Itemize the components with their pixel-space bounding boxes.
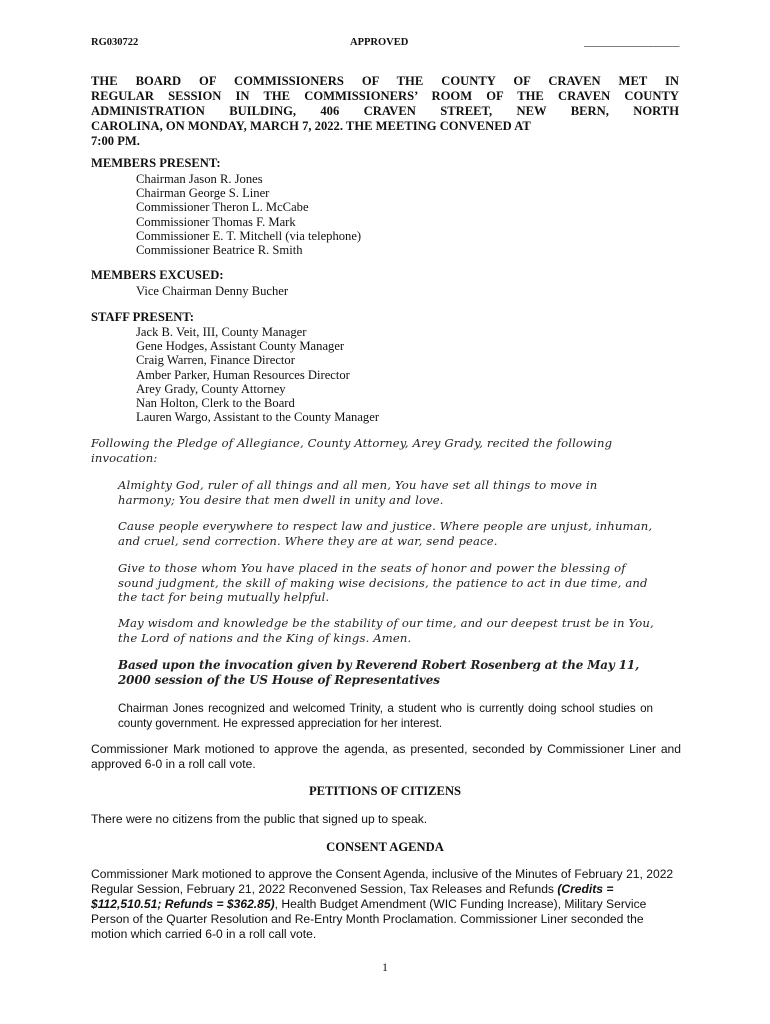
list-item: Amber Parker, Human Resources Director <box>136 367 350 382</box>
members-present-list <box>136 172 361 257</box>
consent-text-after: , Health Budget Amendment (WIC Funding Increase), Military Service Person of the Quarter Resolution and Re-Entry Month Proclamation. Commissioner Liner seconded the motion which carried 6-0 in a roll call vote. <box>91 897 647 941</box>
approval-status: APPROVED <box>350 37 409 48</box>
staff-present-list <box>136 325 379 424</box>
agenda-motion-paragraph: Commissioner Mark motioned to approve the agenda, as presented, seconded by Commissioner Liner and approved 6-0 in a roll call vote. <box>91 742 681 771</box>
document-id: RG030722 <box>91 37 139 48</box>
list-item: Commissioner Theron L. McCabe <box>136 200 309 215</box>
meeting-title <box>91 74 679 149</box>
invocation-paragraph: May wisdom and knowledge be the stability of our time, and our deepest trust be in You, the Lord of nations and the King of kings. Amen. <box>118 616 654 645</box>
title-line: CAROLINA, ON MONDAY, MARCH 7, 2022. THE MEETING CONVENED AT <box>91 119 531 133</box>
list-item: Commissioner Thomas F. Mark <box>136 214 296 229</box>
petitions-heading: PETITIONS OF CITIZENS <box>308 784 462 798</box>
invocation-intro: Following the Pledge of Allegiance, County Attorney, Arey Grady, recited the following invocation: <box>91 436 613 465</box>
list-item: Lauren Wargo, Assistant to the County Manager <box>136 410 380 425</box>
consent-agenda-paragraph <box>91 867 676 942</box>
consent-agenda-heading: CONSENT AGENDA <box>326 840 444 854</box>
title-line: REGULAR SESSION IN THE COMMISSIONERS’ ROOM OF THE CRAVEN COUNTY <box>91 89 679 103</box>
title-line: 7:00 PM. <box>91 134 140 148</box>
consent-text-before: Commissioner Mark motioned to approve the Consent Agenda, inclusive of the Minutes of February 21, 2022 Regular Session, February 21, 2022 Reconvened Session, Tax Releases and Refunds <box>91 867 674 896</box>
title-line: ADMINISTRATION BUILDING, 406 CRAVEN STREET, NEW BERN, NORTH <box>91 104 679 118</box>
list-item: Commissioner E. T. Mitchell (via telephone) <box>136 228 362 243</box>
list-item: Nan Holton, Clerk to the Board <box>136 396 295 411</box>
title-line: THE BOARD OF COMMISSIONERS OF THE COUNTY OF CRAVEN MET IN <box>91 74 679 88</box>
document-header <box>91 37 679 53</box>
staff-present-heading: STAFF PRESENT: <box>91 310 194 324</box>
invocation-source: Based upon the invocation given by Reverend Robert Rosenberg at the May 11, 2000 session of the US House of Representatives <box>118 658 640 687</box>
list-item: Arey Grady, County Attorney <box>136 381 286 396</box>
invocation-paragraph: Cause people everywhere to respect law and justice. Where people are unjust, inhuman, and cruel, send correction. Where they are at war, send peace. <box>118 519 653 548</box>
list-item: Vice Chairman Denny Bucher <box>136 284 289 298</box>
petitions-text: There were no citizens from the public that signed up to speak. <box>91 812 428 826</box>
recognition-paragraph: Chairman Jones recognized and welcomed Trinity, a student who is currently doing school studies on county government. He expressed appreciation for her interest. <box>118 702 653 730</box>
members-excused-heading: MEMBERS EXCUSED: <box>91 268 224 282</box>
list-item: Gene Hodges, Assistant County Manager <box>136 339 345 354</box>
members-excused-list <box>136 284 288 298</box>
list-item: Chairman George S. Liner <box>136 186 270 201</box>
list-item: Jack B. Veit, III, County Manager <box>136 325 307 339</box>
invocation-paragraph: Give to those whom You have placed in the seats of honor and power the blessing of sound judgment, the skill of making wise decisions, the patience to act in due time, and the tact for being mutually helpful. <box>118 561 648 604</box>
consent-credits-refunds: (Credits = $112,510.51; Refunds = $362.85) <box>91 882 614 911</box>
signature-line: ____________________ <box>584 37 679 48</box>
members-present-heading: MEMBERS PRESENT: <box>91 156 221 170</box>
page-number: 1 <box>382 960 388 974</box>
list-item: Craig Warren, Finance Director <box>136 353 295 368</box>
list-item: Chairman Jason R. Jones <box>136 172 263 186</box>
list-item: Commissioner Beatrice R. Smith <box>136 243 303 258</box>
invocation-paragraph: Almighty God, ruler of all things and all men, You have set all things to move in harmony; You desire that men dwell in unity and love. <box>118 478 598 507</box>
